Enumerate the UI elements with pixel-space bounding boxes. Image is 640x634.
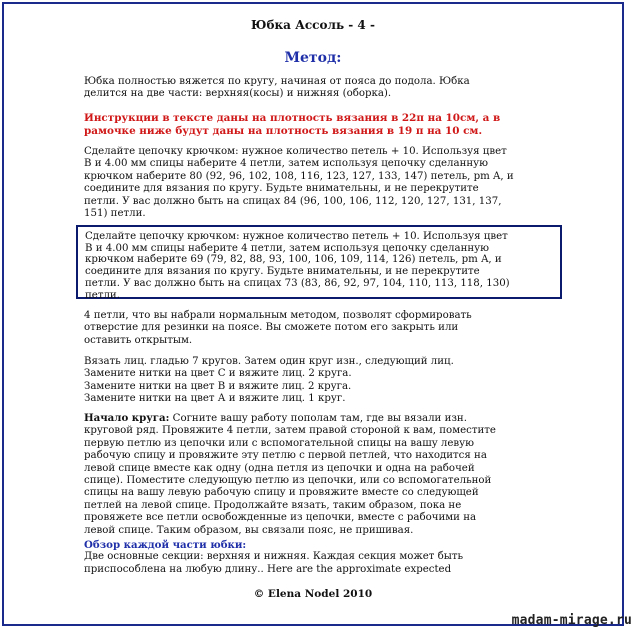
stripes-line: Замените нитки на цвет С и вяжите лиц. 2 круга.	[84, 368, 352, 380]
boxed-line: соедините для вязания по кругу. Будьте внимательны, и не перекрутите	[85, 266, 480, 278]
site-watermark: madam-mirage.ru	[511, 613, 632, 628]
round-start-line: спицы на вашу левую рабочую спицу и провяжите вместе со следующей	[84, 487, 479, 499]
boxed-instructions-19	[76, 225, 562, 299]
cast-on-line: 4 петли, что вы набрали нормальным методом, позволят сформировать	[84, 310, 472, 321]
cast-on-line: отверстие для резинки на поясе. Вы сможете потом его закрыть или	[84, 322, 459, 334]
round-start-first-line	[84, 412, 574, 425]
round-start-line: левой спице. Таким образом, вы связали пояс, не пришивая.	[84, 524, 414, 536]
cast-on-line: оставить открытым.	[84, 334, 193, 346]
stripes-line: Замените нитки на цвет А и вяжите лиц. 1 круг.	[84, 393, 346, 405]
instructions-line: 151) петли.	[84, 208, 146, 220]
round-start-line: рабочую спицу и провяжите эту петлю с первой петлей, что находится на	[84, 450, 487, 462]
round-start-line: петлей на левой спице. Продолжайте вязать, таким образом, пока не	[84, 499, 462, 511]
document-page	[2, 2, 624, 626]
cast-on-note	[84, 310, 574, 347]
instructions-22-paragraph	[84, 146, 574, 220]
boxed-line: В и 4.00 мм спицы наберите 4 петли, затем используя цепочку сделанную	[85, 242, 490, 254]
overview-line: Две основные секции: верхняя и нижняя. Каждая секция может быть	[84, 551, 464, 563]
instructions-line: петли. У вас должно быть на спицах 84 (96, 100, 106, 112, 120, 127, 131, 137,	[84, 195, 502, 207]
boxed-line: Сделайте цепочку крючком: нужное количество петель + 10. Используя цвет	[85, 231, 508, 242]
round-start-line: первую петлю из цепочки или с вспомогательной спицы на вашу левую	[84, 437, 475, 449]
stripes-paragraph	[84, 356, 574, 406]
overview-title: Обзор каждой части юбки:	[84, 539, 247, 551]
instructions-line: В и 4.00 мм спицы наберите 4 петли, затем используя цепочку сделанную	[84, 158, 489, 170]
boxed-line: крючком наберите 69 (79, 82, 88, 93, 100, 106, 109, 114, 126) петель, pm A, и	[85, 254, 502, 266]
round-start-label: Начало круга:	[84, 412, 170, 424]
intro-line: Юбка полностью вяжется по кругу, начиная от пояса до подола. Юбка	[84, 76, 470, 87]
round-start-line: круговой ряд. Провяжите 4 петли, затем правой стороной к вам, поместите	[84, 425, 496, 437]
boxed-line: петли.	[85, 289, 120, 301]
intro-paragraph	[84, 76, 574, 101]
overview-line: приспособлена на любую длину.. Here are the approximate expected	[84, 563, 452, 575]
overview-paragraph	[84, 539, 574, 576]
instructions-line: соедините для вязания по кругу. Будьте внимательны, и не перекрутите	[84, 183, 479, 195]
gauge-note-line: Инструкции в тексте даны на плотность вязания в 22п на 10см, а в	[84, 112, 501, 124]
stripes-line: Вязать лиц. гладью 7 кругов. Затем один круг изн., следующий лиц.	[84, 356, 454, 367]
gauge-note-line: рамочке ниже будут даны на плотность вязания в 19 п на 10 см.	[84, 124, 483, 137]
round-start-line: провяжете все петли освобожденные из цепочки, вместе с рабочими на	[84, 512, 477, 524]
round-start-paragraph	[84, 412, 574, 537]
round-start-line: левой спице вместе как одну (одна петля из цепочки и одна на рабочей	[84, 462, 475, 474]
copyright-footer: © Elena Nodel 2010	[253, 588, 373, 600]
boxed-line: петли. У вас должно быть на спицах 73 (83, 86, 92, 97, 104, 110, 113, 118, 130)	[85, 277, 510, 289]
intro-line: делится на две части: верхняя(косы) и нижняя (оборка).	[84, 88, 392, 100]
gauge-note	[84, 112, 574, 137]
round-start-line: спице). Поместите следующую петлю из цепочки, или со вспомогательной	[84, 475, 492, 487]
instructions-line: Сделайте цепочку крючком: нужное количество петель + 10. Используя цвет	[84, 146, 507, 157]
section-title: Метод:	[284, 50, 342, 66]
page-header: Юбка Ассоль - 4 -	[251, 18, 375, 32]
instructions-line: крючком наберите 80 (92, 96, 102, 108, 116, 123, 127, 133, 147) петель, pm A, и	[84, 170, 514, 182]
round-start-text: Согните вашу работу пополам там, где вы вязали изн.	[169, 413, 467, 424]
stripes-line: Замените нитки на цвет В и вяжите лиц. 2 круга.	[84, 380, 352, 392]
